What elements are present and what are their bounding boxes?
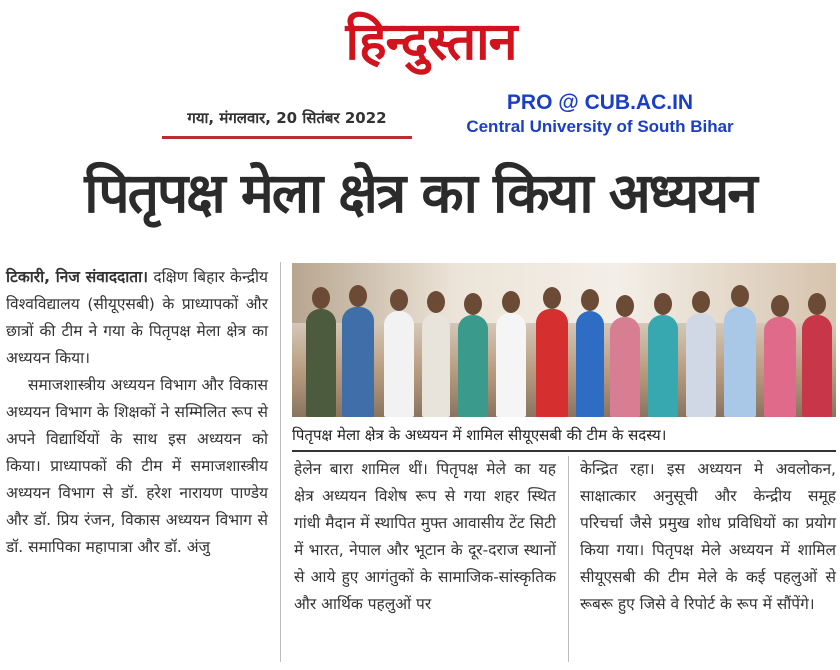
- contact-email: PRO @ CUB.AC.IN: [506, 91, 694, 114]
- contact-stamp: [450, 90, 750, 138]
- contact-institution: Central University of South Bihar: [466, 117, 734, 136]
- team-photo: [292, 263, 836, 417]
- article-column-3: केन्द्रित रहा। इस अध्ययन मे अवलोकन, साक्षात्कार अनुसूची और केन्द्रीय समूह परिचर्चा जैसे प्रमुख शोध प्रविधियों का प्रयोग किया गया। पितृपक्ष मेले अध्ययन में शामिल सीयूएसबी की टीम मेले के कई पहलुओं से रूबरू हुए जिसे वे रिपोर्ट के रूप में सौंपेंगे।: [580, 460, 836, 613]
- article-byline: टिकारी, निज संवाददाता।: [6, 268, 149, 286]
- column-divider: [568, 456, 569, 662]
- dateline: गया, मंगलवार, 20 सितंबर 2022: [162, 104, 412, 139]
- article-column-2: हेलेन बारा शामिल थीं। पितृपक्ष मेले का यह क्षेत्र अध्ययन विशेष रूप से गया शहर स्थित गांधी मैदान में स्थापित मुफ्त आवासीय टेंट सिटी में भारत, नेपाल और भूटान के दूर-दराज स्थानों से आये हुए आगंतुकों के सामाजिक-सांस्कृतिक और आर्थिक पहलुओं पर: [294, 460, 556, 613]
- article-paragraph-1: दक्षिण बिहार केन्द्रीय विश्वविद्यालय (सीयूएसबी) के प्राध्यापकों और छात्रों की टीम ने गया के पितृपक्ष मेला क्षेत्र का अध्ययन किया।: [6, 268, 268, 367]
- newspaper-masthead: हिन्दुस्तान: [345, 11, 517, 72]
- photo-caption: पितृपक्ष मेला क्षेत्र के अध्ययन में शामिल सीयूएसबी की टीम के सदस्य।: [292, 420, 836, 452]
- column-divider: [280, 262, 281, 662]
- article-headline: पितृपक्ष मेला क्षेत्र का किया अध्ययन: [84, 161, 756, 225]
- article-paragraph-2: समाजशास्त्रीय अध्ययन विभाग और विकास अध्ययन विभाग के शिक्षकों ने सम्मिलित रूप से अपने विद्यार्थियों के साथ इस अध्ययन को किया। प्राध्यापकों की टीम में समाजशास्त्रीय अध्ययन विभाग से डॉ. हरेश नारायण पाण्डेय और डॉ. प्रिय रंजन, विकास अध्ययन विभाग से डॉ. समापिका महापात्रा और डॉ. अंजु: [6, 376, 268, 556]
- article-column-1: [6, 264, 268, 561]
